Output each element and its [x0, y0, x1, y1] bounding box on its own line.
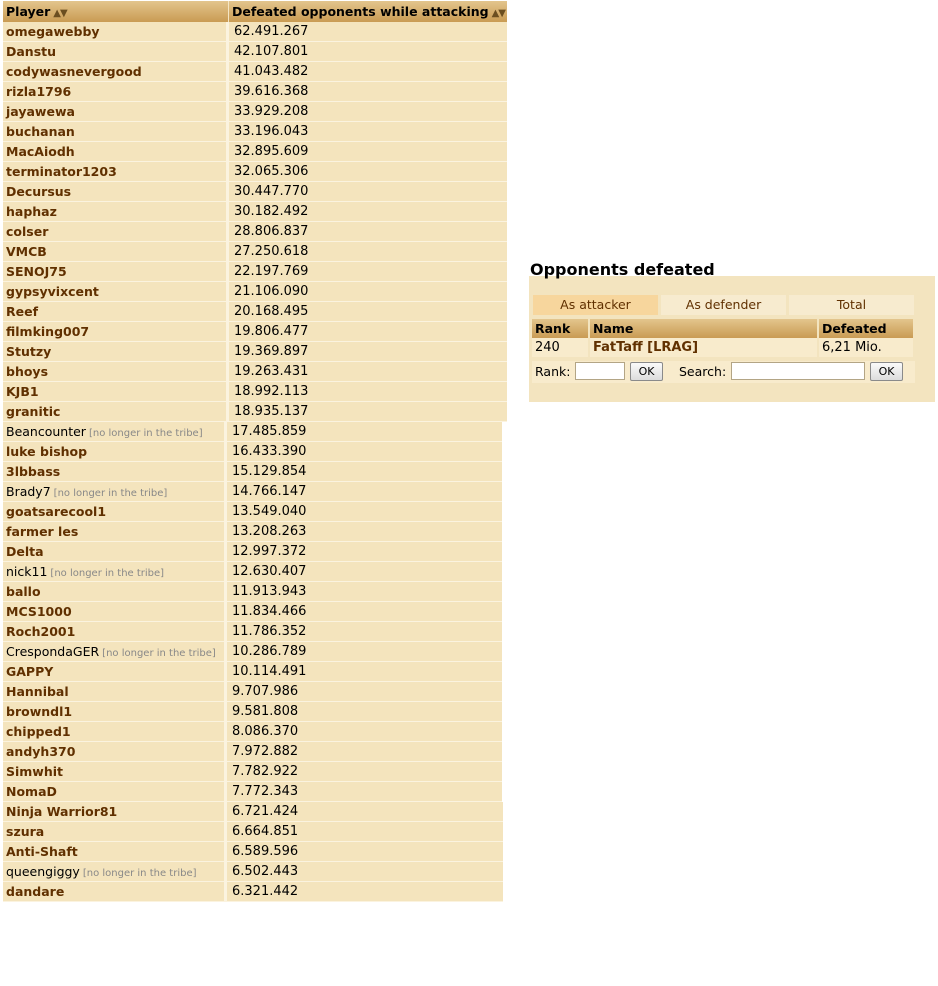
player-link[interactable]: haphaz [6, 204, 57, 219]
player-link[interactable]: omegawebby [6, 24, 100, 39]
player-cell [3, 162, 229, 182]
table-row [3, 322, 507, 342]
player-cell [3, 542, 227, 562]
player-link[interactable]: codywasnevergood [6, 64, 142, 79]
ranking-table [3, 1, 507, 902]
table-row [3, 582, 507, 602]
player-cell [3, 702, 227, 722]
player-link[interactable]: Stutzy [6, 344, 52, 359]
table-row [3, 42, 507, 62]
player-cell [3, 622, 227, 642]
table-row [3, 362, 507, 382]
rank-column-header: Rank [532, 319, 590, 338]
table-row [3, 22, 507, 42]
player-cell [3, 262, 229, 282]
table-row [3, 122, 507, 142]
defeated-value-cell: 7.782.922 [227, 762, 502, 782]
player-link[interactable]: nick11 [6, 564, 48, 579]
defeated-value-cell: 62.491.267 [229, 22, 507, 42]
player-cell [3, 302, 229, 322]
table-row [3, 342, 507, 362]
player-link[interactable]: Ninja Warrior81 [6, 804, 118, 819]
player-cell [3, 42, 229, 62]
player-link[interactable]: gypsyvixcent [6, 284, 99, 299]
player-link[interactable]: Simwhit [6, 764, 64, 779]
table-row [3, 82, 507, 102]
rank-input[interactable] [575, 362, 625, 380]
player-cell [3, 482, 227, 502]
player-cell [3, 602, 227, 622]
defeated-value-cell: 17.485.859 [227, 422, 502, 442]
player-cell [3, 382, 229, 402]
table-row [3, 842, 507, 862]
player-cell [3, 442, 227, 462]
panel-title: Opponents defeated [529, 262, 935, 276]
defeated-value-cell: 6.321.442 [227, 882, 503, 902]
tab-bar [533, 295, 914, 315]
player-link[interactable]: goatsarecool1 [6, 504, 107, 519]
player-link[interactable]: chipped1 [6, 724, 71, 739]
search-label: Search: [679, 364, 727, 379]
player-link[interactable]: Anti-Shaft [6, 844, 78, 859]
table-row [3, 242, 507, 262]
table-row [3, 422, 507, 442]
table-row [532, 338, 915, 357]
defeated-value-cell: 12.630.407 [227, 562, 502, 582]
player-cell [3, 662, 227, 682]
table-row [3, 662, 507, 682]
player-link[interactable]: terminator1203 [6, 164, 117, 179]
player-cell [3, 802, 227, 822]
defeated-cell: 6,21 Mio. [819, 338, 915, 357]
defeated-value-cell: 11.913.943 [227, 582, 502, 602]
player-link[interactable]: browndl1 [6, 704, 73, 719]
player-cell [3, 202, 229, 222]
table-row [3, 522, 507, 542]
player-cell [3, 182, 229, 202]
defeated-value-cell: 19.369.897 [229, 342, 507, 362]
player-link[interactable]: szura [6, 824, 45, 839]
defeated-value-cell: 42.107.801 [229, 42, 507, 62]
player-link[interactable]: Brady7 [6, 484, 51, 499]
defeated-value-cell: 39.616.368 [229, 82, 507, 102]
player-cell [3, 882, 227, 902]
defeated-value-cell: 11.786.352 [227, 622, 502, 642]
defeated-value-cell: 19.806.477 [229, 322, 507, 342]
table-row [3, 622, 507, 642]
player-link[interactable]: ballo [6, 584, 41, 599]
table-row [3, 722, 507, 742]
player-link[interactable]: KJB1 [6, 384, 39, 399]
rank-ok-button[interactable]: OK [630, 362, 663, 381]
player-cell [3, 402, 229, 422]
defeated-value-cell: 14.766.147 [227, 482, 502, 502]
player-cell [3, 362, 229, 382]
defeated-value-cell: 33.196.043 [229, 122, 507, 142]
player-cell [3, 342, 229, 362]
rank-table-header [532, 319, 915, 338]
player-cell [3, 582, 227, 602]
table-row [3, 402, 507, 422]
player-cell [3, 22, 229, 42]
table-row [3, 102, 507, 122]
player-cell [3, 122, 229, 142]
no-longer-in-tribe-note: [no longer in the tribe] [53, 488, 168, 499]
defeated-value-cell: 28.806.837 [229, 222, 507, 242]
player-cell [3, 742, 227, 762]
table-row [3, 462, 507, 482]
player-link[interactable]: Delta [6, 544, 44, 559]
player-cell [3, 762, 227, 782]
table-row [3, 282, 507, 302]
defeated-value-cell: 18.992.113 [229, 382, 507, 402]
player-link[interactable]: GAPPY [6, 664, 54, 679]
table-row [3, 202, 507, 222]
table-row [3, 682, 507, 702]
name-column-header: Name [590, 319, 819, 338]
defeated-value-cell: 6.589.596 [227, 842, 503, 862]
defeated-value-cell: 16.433.390 [227, 442, 502, 462]
defeated-column-header[interactable] [229, 1, 507, 22]
defeated-value-cell: 30.447.770 [229, 182, 507, 202]
defeated-header-label: Defeated opponents while attacking [232, 4, 489, 19]
tab-as-defender[interactable]: As defender [661, 295, 786, 315]
table-body [3, 22, 507, 902]
player-cell [3, 82, 229, 102]
defeated-value-cell: 6.664.851 [227, 822, 503, 842]
defeated-value-cell: 11.834.466 [227, 602, 502, 622]
defeated-value-cell: 9.581.808 [227, 702, 502, 722]
defeated-value-cell: 18.935.137 [229, 402, 507, 422]
player-link[interactable]: NomaD [6, 784, 57, 799]
table-row [3, 142, 507, 162]
rank-label: Rank: [535, 364, 571, 379]
player-link[interactable]: Beancounter [6, 424, 86, 439]
player-link[interactable]: queengiggy [6, 864, 80, 879]
player-cell [3, 842, 227, 862]
defeated-value-cell: 32.895.609 [229, 142, 507, 162]
defeated-value-cell: 32.065.306 [229, 162, 507, 182]
table-row [3, 162, 507, 182]
player-cell [3, 862, 227, 882]
player-link[interactable]: FatTaff [LRAG] [593, 340, 699, 355]
search-ok-button[interactable]: OK [870, 362, 903, 381]
table-row [3, 822, 507, 842]
table-row [3, 562, 507, 582]
player-link[interactable]: VMCB [6, 244, 47, 259]
player-cell [3, 782, 227, 802]
defeated-value-cell: 21.106.090 [229, 282, 507, 302]
defeated-value-cell: 27.250.618 [229, 242, 507, 262]
no-longer-in-tribe-note: [no longer in the tribe] [82, 868, 197, 879]
table-row [3, 882, 507, 902]
table-row [3, 182, 507, 202]
defeated-value-cell: 19.263.431 [229, 362, 507, 382]
player-cell [3, 502, 227, 522]
player-link[interactable]: jayawewa [6, 104, 75, 119]
player-link[interactable]: bhoys [6, 364, 49, 379]
defeated-value-cell: 6.721.424 [227, 802, 503, 822]
player-link[interactable]: Hannibal [6, 684, 69, 699]
defeated-value-cell: 10.114.491 [227, 662, 502, 682]
player-cell [3, 822, 227, 842]
table-row [3, 382, 507, 402]
player-cell [3, 522, 227, 542]
player-link[interactable]: luke bishop [6, 444, 88, 459]
player-cell [3, 102, 229, 122]
defeated-value-cell: 7.972.882 [227, 742, 502, 762]
name-cell [590, 338, 819, 357]
table-row [3, 302, 507, 322]
player-link[interactable]: CrespondaGER [6, 644, 100, 659]
search-input[interactable] [731, 362, 865, 380]
player-link[interactable]: dandare [6, 884, 65, 899]
sort-arrows-icon[interactable]: ▲▼ [53, 8, 67, 19]
table-header [3, 1, 507, 22]
player-link[interactable]: Decursus [6, 184, 72, 199]
player-link[interactable]: SENOJ75 [6, 264, 67, 279]
table-row [3, 262, 507, 282]
player-cell [3, 682, 227, 702]
player-link[interactable]: MacAiodh [6, 144, 75, 159]
table-row [3, 482, 507, 502]
player-cell [3, 242, 229, 262]
table-row [3, 782, 507, 802]
table-row [3, 542, 507, 562]
player-cell [3, 322, 229, 342]
defeated-column-header: Defeated [819, 319, 915, 338]
player-cell [3, 62, 229, 82]
table-row [3, 802, 507, 822]
defeated-value-cell: 9.707.986 [227, 682, 502, 702]
defeated-value-cell: 41.043.482 [229, 62, 507, 82]
table-row [3, 602, 507, 622]
tab-as-attacker[interactable]: As attacker [533, 295, 658, 315]
player-link[interactable]: buchanan [6, 124, 75, 139]
table-row [3, 442, 507, 462]
player-link[interactable]: granitic [6, 404, 61, 419]
search-form [532, 361, 915, 383]
player-column-header[interactable] [3, 1, 229, 22]
player-link[interactable]: farmer les [6, 524, 79, 539]
player-cell [3, 462, 227, 482]
table-row [3, 742, 507, 762]
player-link[interactable]: Roch2001 [6, 624, 76, 639]
defeated-value-cell: 30.182.492 [229, 202, 507, 222]
tab-total[interactable]: Total [789, 295, 914, 315]
defeated-value-cell: 15.129.854 [227, 462, 502, 482]
player-header-label: Player [6, 4, 51, 19]
no-longer-in-tribe-note: [no longer in the tribe] [88, 428, 203, 439]
table-row [3, 502, 507, 522]
defeated-value-cell: 7.772.343 [227, 782, 502, 802]
player-link[interactable]: 3lbbass [6, 464, 61, 479]
player-link[interactable]: rizla1796 [6, 84, 72, 99]
opponents-defeated-panel [529, 262, 935, 402]
rank-cell: 240 [532, 338, 590, 357]
player-cell [3, 642, 227, 662]
defeated-value-cell: 8.086.370 [227, 722, 502, 742]
defeated-value-cell: 20.168.495 [229, 302, 507, 322]
player-link[interactable]: colser [6, 224, 49, 239]
player-cell [3, 722, 227, 742]
player-cell [3, 282, 229, 302]
defeated-value-cell: 13.208.263 [227, 522, 502, 542]
no-longer-in-tribe-note: [no longer in the tribe] [102, 648, 216, 659]
defeated-value-cell: 22.197.769 [229, 262, 507, 282]
table-row [3, 762, 507, 782]
table-row [3, 862, 507, 882]
player-link[interactable]: Danstu [6, 44, 57, 59]
defeated-value-cell: 10.286.789 [227, 642, 502, 662]
table-row [3, 642, 507, 662]
table-row [3, 222, 507, 242]
defeated-value-cell: 12.997.372 [227, 542, 502, 562]
defeated-value-cell: 33.929.208 [229, 102, 507, 122]
sort-arrows-icon[interactable]: ▲▼ [491, 8, 505, 19]
player-link[interactable]: Reef [6, 304, 39, 319]
player-link[interactable]: andyh370 [6, 744, 76, 759]
player-cell [3, 222, 229, 242]
player-cell [3, 142, 229, 162]
player-link[interactable]: filmking007 [6, 324, 90, 339]
player-cell [3, 422, 227, 442]
defeated-value-cell: 6.502.443 [227, 862, 503, 882]
defeated-value-cell: 13.549.040 [227, 502, 502, 522]
player-cell [3, 562, 227, 582]
player-link[interactable]: MCS1000 [6, 604, 72, 619]
table-row [3, 62, 507, 82]
table-row [3, 702, 507, 722]
no-longer-in-tribe-note: [no longer in the tribe] [50, 568, 165, 579]
